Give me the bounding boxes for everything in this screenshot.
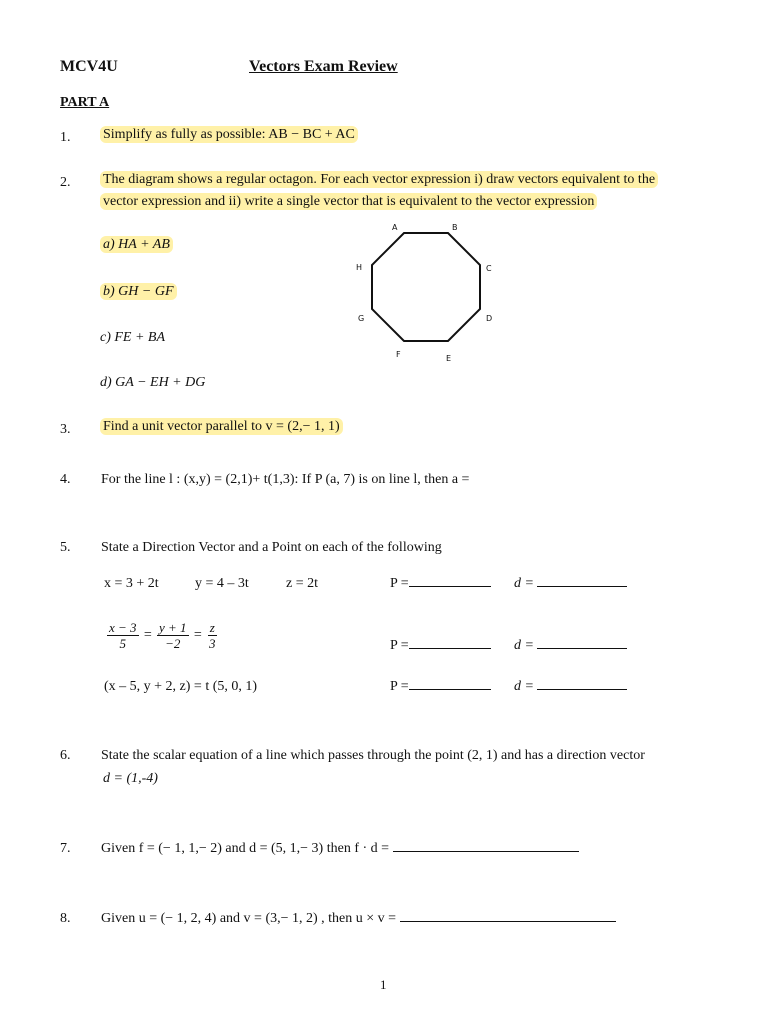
- q2-part-d: d) GA − EH + DG: [100, 375, 206, 390]
- q8-text: Given u = (− 1, 2, 4) and v = (3,− 1, 2) , then u × v =: [101, 911, 616, 927]
- q5-row1-direction: d =: [514, 576, 627, 592]
- q3-number: 3.: [60, 422, 71, 437]
- q7-text: Given f = (− 1, 1,− 2) and d = (5, 1,− 3) then f · d =: [101, 841, 579, 857]
- q5-row3-vector: (x – 5, y + 2, z) = t (5, 0, 1): [104, 679, 258, 694]
- q2-part-c: c) FE + BA: [100, 330, 166, 345]
- q5-number: 5.: [60, 540, 71, 555]
- q2-part-a: a) HA + AB: [100, 237, 173, 253]
- q5-text: State a Direction Vector and a Point on each of the following: [101, 540, 442, 555]
- label-e: E: [446, 354, 452, 363]
- label-f: F: [396, 350, 401, 359]
- q4-number: 4.: [60, 472, 71, 487]
- q5-row1-x: x = 3 + 2t: [104, 576, 159, 591]
- label-d: D: [486, 314, 493, 323]
- q2-number: 2.: [60, 175, 71, 190]
- part-a-heading: PART A: [60, 95, 110, 110]
- q5-row1-z: z = 2t: [286, 576, 318, 591]
- document-title: Vectors Exam Review: [249, 58, 398, 75]
- octagon-diagram: [340, 218, 516, 368]
- q4-text: For the line l : (x,y) = (2,1)+ t(1,3): If P (a, 7) is on line l, then a =: [101, 472, 470, 487]
- q5-row1-y: y = 4 – 3t: [195, 576, 249, 591]
- q5-row2-point: P =: [390, 638, 491, 654]
- q1-number: 1.: [60, 130, 71, 145]
- q6-line2: d = (1,-4): [103, 771, 158, 786]
- label-b: B: [452, 223, 458, 232]
- q6-line1: State the scalar equation of a line which passes through the point (2, 1) and has a direction vector: [101, 748, 645, 763]
- label-c: C: [486, 264, 492, 273]
- course-code: MCV4U: [60, 58, 118, 75]
- q3-text: Find a unit vector parallel to v = (2,− 1, 1): [100, 419, 343, 435]
- label-h: H: [356, 263, 363, 272]
- page-number: 1: [380, 977, 387, 992]
- q5-row2-direction: d =: [514, 638, 627, 654]
- label-g: G: [358, 314, 365, 323]
- octagon-shape: [372, 233, 480, 341]
- label-a: A: [392, 223, 398, 232]
- q2-line1: The diagram shows a regular octagon. For each vector expression i) draw vectors equivalent to the: [100, 172, 658, 188]
- q5-row2-symmetric: $\frac{x - 3}{5}$ = $\frac{y + 1}{-2}$ = $\frac{z}{3}$: [109, 620, 216, 651]
- q5-row1-point: P =: [390, 576, 491, 592]
- q5-row3-point: P =: [390, 679, 491, 695]
- q2-part-b: b) GH − GF: [100, 284, 177, 300]
- q5-row3-direction: d =: [514, 679, 627, 695]
- q7-number: 7.: [60, 841, 71, 856]
- q1-text: Simplify as fully as possible: AB − BC + AC: [100, 127, 358, 143]
- q8-number: 8.: [60, 911, 71, 926]
- q2-line2: vector expression and ii) write a single vector that is equivalent to the vector expression: [100, 194, 597, 210]
- q6-number: 6.: [60, 748, 71, 763]
